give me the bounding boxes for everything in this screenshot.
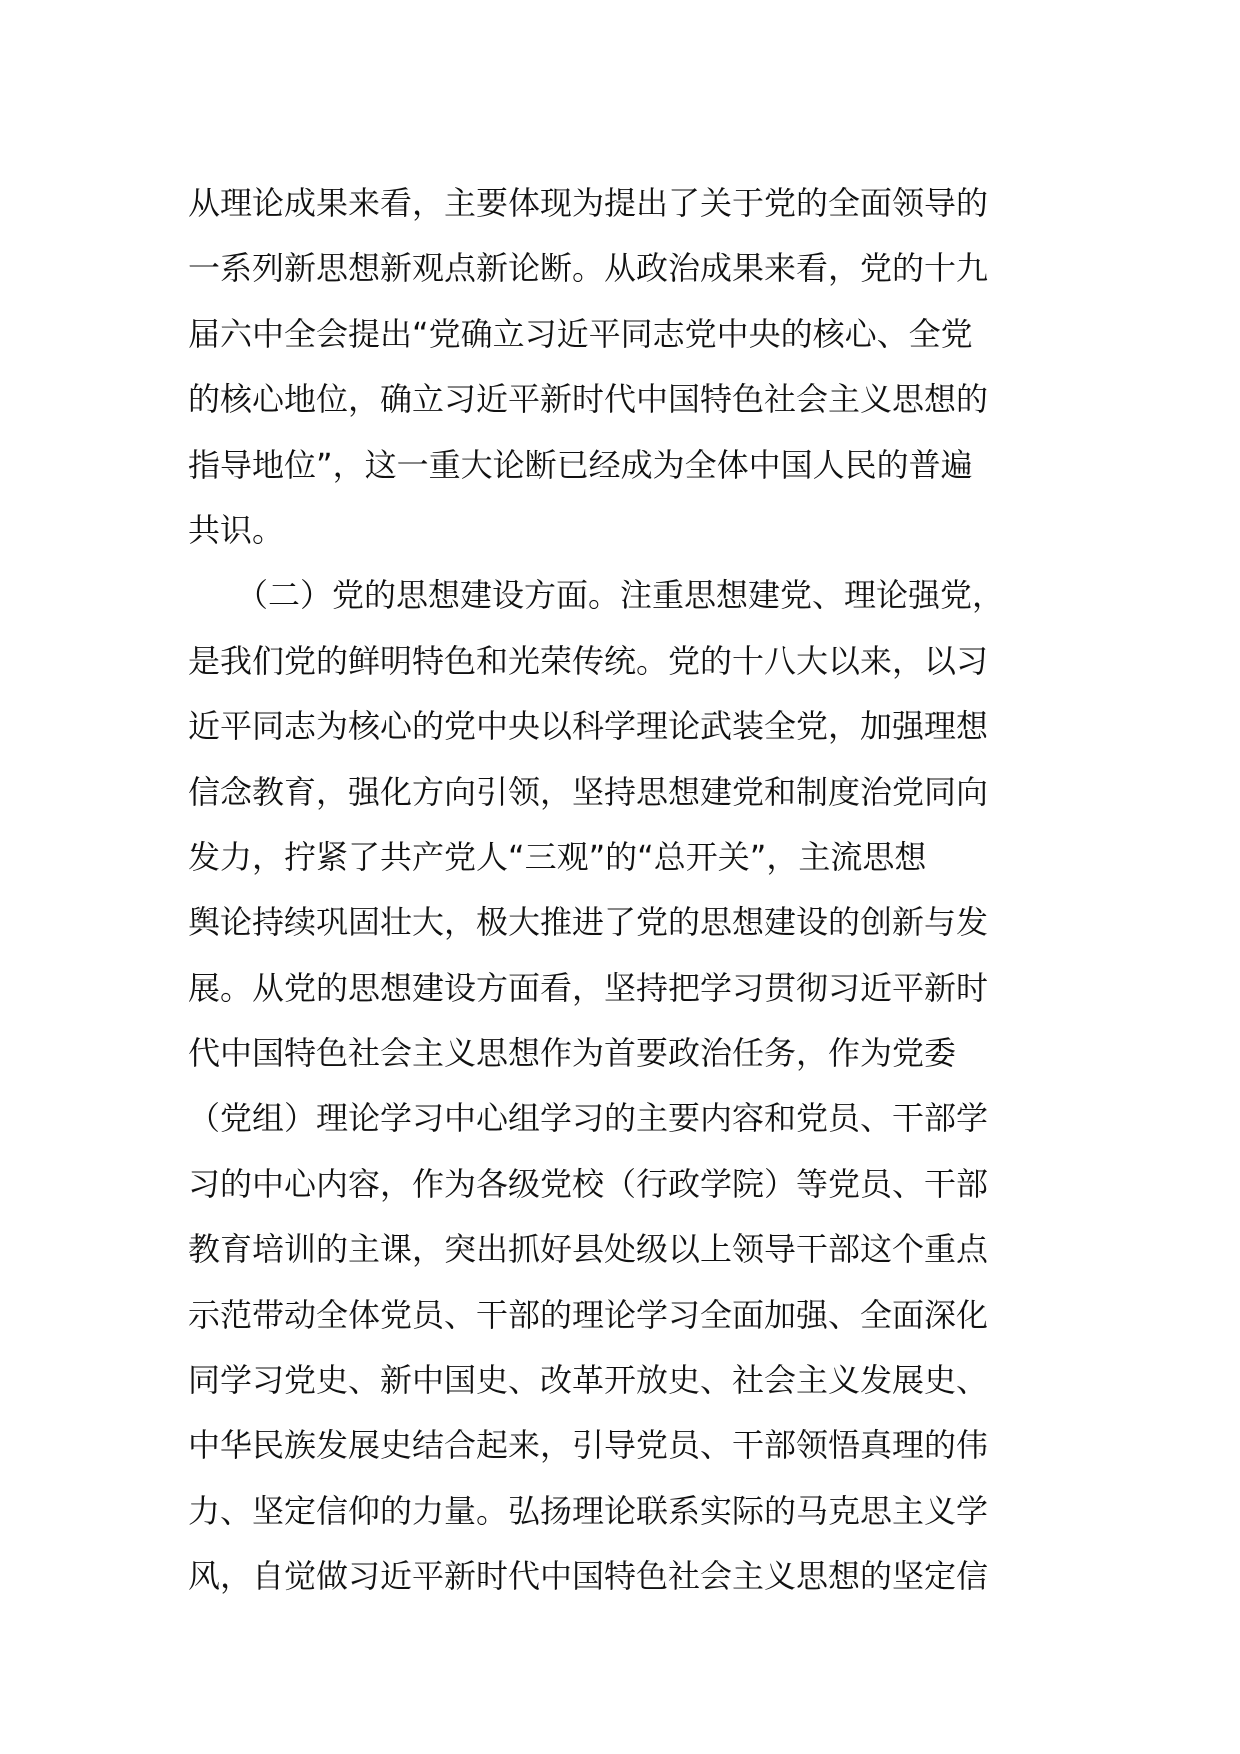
text-line: 示范带动全体党员、干部的理论学习全面加强、全面深化 bbox=[188, 1295, 989, 1334]
text-line: 的核心地位，确立习近平新时代中国特色社会主义思想的 bbox=[188, 380, 989, 419]
text-line: 中华民族发展史结合起来，引导党员、干部领悟真理的伟 bbox=[188, 1426, 989, 1465]
text-line: 近平同志为核心的党中央以科学理论武装全党，加强理想 bbox=[188, 707, 989, 746]
text-line: 力、坚定信仰的力量。弘扬理论联系实际的马克思主义学 bbox=[188, 1491, 989, 1530]
text-line: 信念教育，强化方向引领，坚持思想建党和制度治党同向 bbox=[188, 772, 989, 811]
text-line: 共识。 bbox=[188, 510, 285, 549]
text-line: 一系列新思想新观点新论断。从政治成果来看，党的十九 bbox=[188, 249, 989, 288]
text-line: 指导地位”，这一重大论断已经成为全体中国人民的普遍 bbox=[188, 445, 973, 484]
text-line: 教育培训的主课，突出抓好县处级以上领导干部这个重点 bbox=[188, 1230, 989, 1269]
text-line: 同学习党史、新中国史、改革开放史、社会主义发展史、 bbox=[188, 1361, 989, 1400]
text-line: 发力，拧紧了共产党人“三观”的“总开关”，主流思想 bbox=[188, 837, 927, 876]
text-line: 舆论持续巩固壮大，极大推进了党的思想建设的创新与发 bbox=[188, 903, 989, 942]
text-line: 习的中心内容，作为各级党校（行政学院）等党员、干部 bbox=[188, 1164, 989, 1203]
text-line: 展。从党的思想建设方面看，坚持把学习贯彻习近平新时 bbox=[188, 968, 989, 1007]
text-line: 风，自觉做习近平新时代中国特色社会主义思想的坚定信 bbox=[188, 1557, 989, 1596]
text-line: 代中国特色社会主义思想作为首要政治任务，作为党委 bbox=[188, 1034, 957, 1073]
text-line: 从理论成果来看，主要体现为提出了关于党的全面领导的 bbox=[188, 184, 989, 222]
text-line: 届六中全会提出“党确立习近平同志党中央的核心、全党 bbox=[188, 314, 973, 353]
body-text bbox=[188, 171, 1088, 1610]
text-line: 是我们党的鲜明特色和光荣传统。党的十八大以来，以习 bbox=[188, 641, 989, 680]
section-heading-line: （二）党的思想建设方面。注重思想建党、理论强党， bbox=[188, 576, 1005, 615]
text-line: （党组）理论学习中心组学习的主要内容和党员、干部学 bbox=[188, 1099, 989, 1138]
